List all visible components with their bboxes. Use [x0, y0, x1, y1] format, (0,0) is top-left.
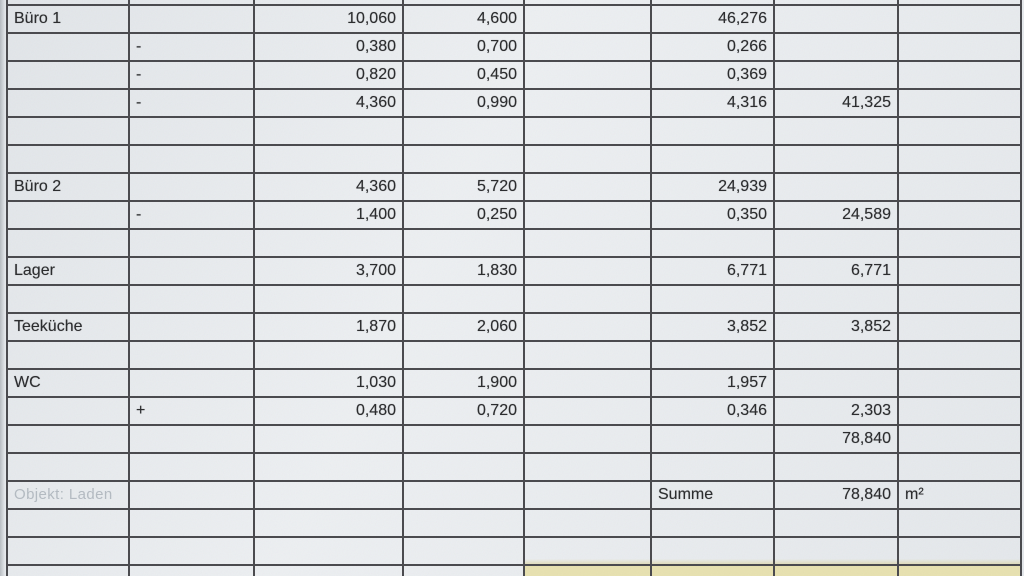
dimension-b-cell: [403, 509, 524, 537]
table-row: [7, 145, 1021, 173]
spacer-cell: [524, 145, 651, 173]
unit-cell: [898, 5, 1021, 33]
operator-cell: [129, 229, 254, 257]
subtotal-cell: [774, 341, 898, 369]
spacer-cell: [524, 537, 651, 565]
room-label-cell: [7, 313, 129, 341]
table-row: [7, 61, 1021, 89]
table-row: [7, 537, 1021, 565]
cell-text: 3,852: [850, 318, 891, 335]
subtotal-cell: [774, 425, 898, 453]
unit-cell: [898, 257, 1021, 285]
cell-text: 0,266: [726, 38, 767, 55]
spacer-cell: [524, 453, 651, 481]
operator-cell: [129, 425, 254, 453]
cell-text: 0,480: [355, 402, 396, 419]
table-row: [7, 257, 1021, 285]
cell-text: 5,720: [476, 178, 517, 195]
operator-cell: [129, 313, 254, 341]
table-row: [7, 425, 1021, 453]
table-row: [7, 229, 1021, 257]
subtotal-cell: [774, 5, 898, 33]
area-value-cell: [651, 537, 774, 565]
area-value-cell: [651, 201, 774, 229]
subtotal-cell: [774, 145, 898, 173]
cell-text: WC: [14, 374, 41, 391]
dimension-b-cell: [403, 61, 524, 89]
spacer-cell: [524, 481, 651, 509]
dimension-b-cell: [403, 201, 524, 229]
subtotal-cell: [774, 313, 898, 341]
cell-text: -: [136, 206, 142, 223]
room-label-cell: [7, 145, 129, 173]
area-value-cell: [651, 61, 774, 89]
spacer-cell: [524, 33, 651, 61]
dimension-a-cell: [254, 509, 403, 537]
dimension-a-cell: [254, 453, 403, 481]
area-value-cell: [651, 369, 774, 397]
area-value-cell: [651, 257, 774, 285]
table-row: [7, 369, 1021, 397]
cell-text: 6,771: [726, 262, 767, 279]
unit-cell: [898, 33, 1021, 61]
room-label-cell: [7, 201, 129, 229]
dimension-a-cell: [254, 537, 403, 565]
area-value-cell: [651, 313, 774, 341]
dimension-a-cell: [254, 201, 403, 229]
unit-cell: [898, 509, 1021, 537]
area-value-cell: [651, 5, 774, 33]
dimension-a-cell: [254, 33, 403, 61]
spacer-cell: [524, 5, 651, 33]
cell-text: 0,380: [355, 38, 396, 55]
cell-text: 0,990: [476, 94, 517, 111]
room-label-cell: [7, 173, 129, 201]
cell-text: 10,060: [347, 10, 396, 27]
dimension-b-cell: [403, 257, 524, 285]
table-row: [7, 117, 1021, 145]
cell-text: 1,400: [355, 206, 396, 223]
spacer-cell: [524, 117, 651, 145]
area-value-cell: [651, 397, 774, 425]
spacer-cell: [524, 61, 651, 89]
spacer-cell: [524, 425, 651, 453]
operator-cell: [129, 257, 254, 285]
spacer-cell: [524, 313, 651, 341]
dimension-a-cell: [254, 285, 403, 313]
room-label-cell: [7, 229, 129, 257]
dimension-a-cell: [254, 425, 403, 453]
subtotal-cell: [774, 201, 898, 229]
unit-cell: [898, 61, 1021, 89]
unit-cell: [898, 145, 1021, 173]
cell-text: 0,450: [476, 66, 517, 83]
dimension-b-cell: [403, 425, 524, 453]
subtotal-cell: [774, 453, 898, 481]
operator-cell: [129, 509, 254, 537]
table-row: [7, 173, 1021, 201]
area-calculation-table: [6, 0, 1022, 576]
dimension-b-cell: [403, 173, 524, 201]
table-row: [7, 285, 1021, 313]
cell-text: Büro 2: [14, 178, 62, 195]
cell-text: 4,360: [355, 94, 396, 111]
area-value-cell: [651, 285, 774, 313]
cell-text: 4,600: [476, 10, 517, 27]
dimension-a-cell: [254, 173, 403, 201]
cell-text: 1,957: [726, 374, 767, 391]
dimension-b-cell: [403, 89, 524, 117]
unit-cell: [898, 425, 1021, 453]
dimension-b-cell: [403, 229, 524, 257]
spacer-cell: [524, 173, 651, 201]
dimension-b-cell: [403, 33, 524, 61]
operator-cell: [129, 341, 254, 369]
faint-object-note: Objekt: Laden: [14, 486, 113, 503]
dimension-b-cell: [403, 117, 524, 145]
subtotal-cell: [774, 565, 898, 576]
unit-cell: [898, 201, 1021, 229]
cell-text: 2,303: [850, 402, 891, 419]
cell-text: 41,325: [842, 94, 891, 111]
dimension-a-cell: [254, 257, 403, 285]
area-value-cell: [651, 565, 774, 576]
unit-cell: [898, 369, 1021, 397]
dimension-b-cell: [403, 397, 524, 425]
unit-cell: [898, 397, 1021, 425]
operator-cell: [129, 285, 254, 313]
dimension-b-cell: [403, 369, 524, 397]
room-label-cell: [7, 369, 129, 397]
dimension-a-cell: [254, 369, 403, 397]
subtotal-cell: [774, 369, 898, 397]
area-value-cell: [651, 145, 774, 173]
area-value-cell: [651, 425, 774, 453]
room-label-cell: [7, 33, 129, 61]
table-row-bottom: [7, 565, 1021, 576]
subtotal-cell: [774, 61, 898, 89]
cell-text: 3,700: [355, 262, 396, 279]
operator-cell: [129, 117, 254, 145]
dimension-b-cell: [403, 565, 524, 576]
subtotal-cell: [774, 481, 898, 509]
cell-text: 1,900: [476, 374, 517, 391]
area-value-cell: [651, 229, 774, 257]
cell-text: 0,720: [476, 402, 517, 419]
cell-text: 0,350: [726, 206, 767, 223]
table-row: [7, 201, 1021, 229]
room-label-cell: [7, 425, 129, 453]
cell-text: -: [136, 66, 142, 83]
dimension-a-cell: [254, 145, 403, 173]
operator-cell: [129, 145, 254, 173]
area-value-cell: [651, 173, 774, 201]
cell-text: Teeküche: [14, 318, 83, 335]
room-label-cell: [7, 341, 129, 369]
operator-cell: [129, 5, 254, 33]
operator-cell: [129, 33, 254, 61]
dimension-b-cell: [403, 537, 524, 565]
dimension-a-cell: [254, 397, 403, 425]
cell-text: Büro 1: [14, 10, 62, 27]
room-label-cell: [7, 257, 129, 285]
spacer-cell: [524, 341, 651, 369]
operator-cell: [129, 453, 254, 481]
dimension-b-cell: [403, 453, 524, 481]
table-row: [7, 481, 1021, 509]
cell-text: 24,939: [718, 178, 767, 195]
cell-text: 4,360: [355, 178, 396, 195]
cell-text: 0,700: [476, 38, 517, 55]
unit-cell: [898, 229, 1021, 257]
spacer-cell: [524, 257, 651, 285]
dimension-a-cell: [254, 341, 403, 369]
unit-cell: [898, 285, 1021, 313]
area-value-cell: [651, 509, 774, 537]
subtotal-cell: [774, 117, 898, 145]
operator-cell: [129, 201, 254, 229]
room-label-cell: [7, 565, 129, 576]
cell-text: Summe: [658, 486, 714, 503]
spacer-cell: [524, 369, 651, 397]
dimension-b-cell: [403, 341, 524, 369]
operator-cell: [129, 89, 254, 117]
operator-cell: [129, 565, 254, 576]
area-value-cell: [651, 33, 774, 61]
cell-text: Lager: [14, 262, 55, 279]
table-row: [7, 313, 1021, 341]
subtotal-cell: [774, 257, 898, 285]
table-row: [7, 397, 1021, 425]
dimension-b-cell: [403, 285, 524, 313]
cell-text: 78,840: [842, 430, 891, 447]
room-label-cell: [7, 5, 129, 33]
cell-text: 24,589: [842, 206, 891, 223]
dimension-a-cell: [254, 5, 403, 33]
spacer-cell: [524, 229, 651, 257]
table-row: [7, 509, 1021, 537]
dimension-a-cell: [254, 313, 403, 341]
unit-cell: [898, 89, 1021, 117]
cell-text: +: [136, 402, 146, 419]
room-label-cell: [7, 117, 129, 145]
operator-cell: [129, 369, 254, 397]
operator-cell: [129, 397, 254, 425]
operator-cell: [129, 173, 254, 201]
operator-cell: [129, 61, 254, 89]
dimension-a-cell: [254, 89, 403, 117]
table-row: [7, 89, 1021, 117]
dimension-a-cell: [254, 565, 403, 576]
spacer-cell: [524, 89, 651, 117]
cell-text: -: [136, 94, 142, 111]
dimension-b-cell: [403, 145, 524, 173]
area-value-cell: [651, 89, 774, 117]
cell-text: 4,316: [726, 94, 767, 111]
dimension-a-cell: [254, 61, 403, 89]
room-label-cell: [7, 61, 129, 89]
table-row: [7, 453, 1021, 481]
unit-cell: [898, 565, 1021, 576]
spacer-cell: [524, 565, 651, 576]
subtotal-cell: [774, 537, 898, 565]
spacer-cell: [524, 509, 651, 537]
cell-text: 1,870: [355, 318, 396, 335]
unit-cell: [898, 341, 1021, 369]
subtotal-cell: [774, 285, 898, 313]
spacer-cell: [524, 201, 651, 229]
room-label-cell: [7, 453, 129, 481]
cell-text: 0,250: [476, 206, 517, 223]
cell-text: 0,820: [355, 66, 396, 83]
subtotal-cell: [774, 33, 898, 61]
table-row: [7, 341, 1021, 369]
room-label-cell: [7, 481, 129, 509]
subtotal-cell: [774, 229, 898, 257]
cell-text: 6,771: [850, 262, 891, 279]
subtotal-cell: [774, 397, 898, 425]
unit-cell: [898, 481, 1021, 509]
subtotal-cell: [774, 509, 898, 537]
table-row: [7, 5, 1021, 33]
dimension-b-cell: [403, 5, 524, 33]
cell-text: 1,830: [476, 262, 517, 279]
dimension-b-cell: [403, 313, 524, 341]
dimension-b-cell: [403, 481, 524, 509]
operator-cell: [129, 537, 254, 565]
cell-text: 0,369: [726, 66, 767, 83]
cell-text: m²: [905, 486, 924, 503]
dimension-a-cell: [254, 481, 403, 509]
room-label-cell: [7, 89, 129, 117]
area-value-cell: [651, 341, 774, 369]
cell-text: -: [136, 38, 142, 55]
room-label-cell: [7, 285, 129, 313]
unit-cell: [898, 173, 1021, 201]
cell-text: 3,852: [726, 318, 767, 335]
dimension-a-cell: [254, 229, 403, 257]
spacer-cell: [524, 285, 651, 313]
table-row: [7, 33, 1021, 61]
area-value-cell: [651, 453, 774, 481]
dimension-a-cell: [254, 117, 403, 145]
subtotal-cell: [774, 173, 898, 201]
unit-cell: [898, 453, 1021, 481]
unit-cell: [898, 117, 1021, 145]
unit-cell: [898, 313, 1021, 341]
cell-text: 1,030: [355, 374, 396, 391]
cell-text: 2,060: [476, 318, 517, 335]
room-label-cell: [7, 509, 129, 537]
cell-text: 78,840: [842, 486, 891, 503]
cell-text: 46,276: [718, 10, 767, 27]
subtotal-cell: [774, 89, 898, 117]
operator-cell: [129, 481, 254, 509]
room-label-cell: [7, 537, 129, 565]
spacer-cell: [524, 397, 651, 425]
cell-text: 0,346: [726, 402, 767, 419]
area-value-cell: [651, 481, 774, 509]
area-value-cell: [651, 117, 774, 145]
room-label-cell: [7, 397, 129, 425]
unit-cell: [898, 537, 1021, 565]
